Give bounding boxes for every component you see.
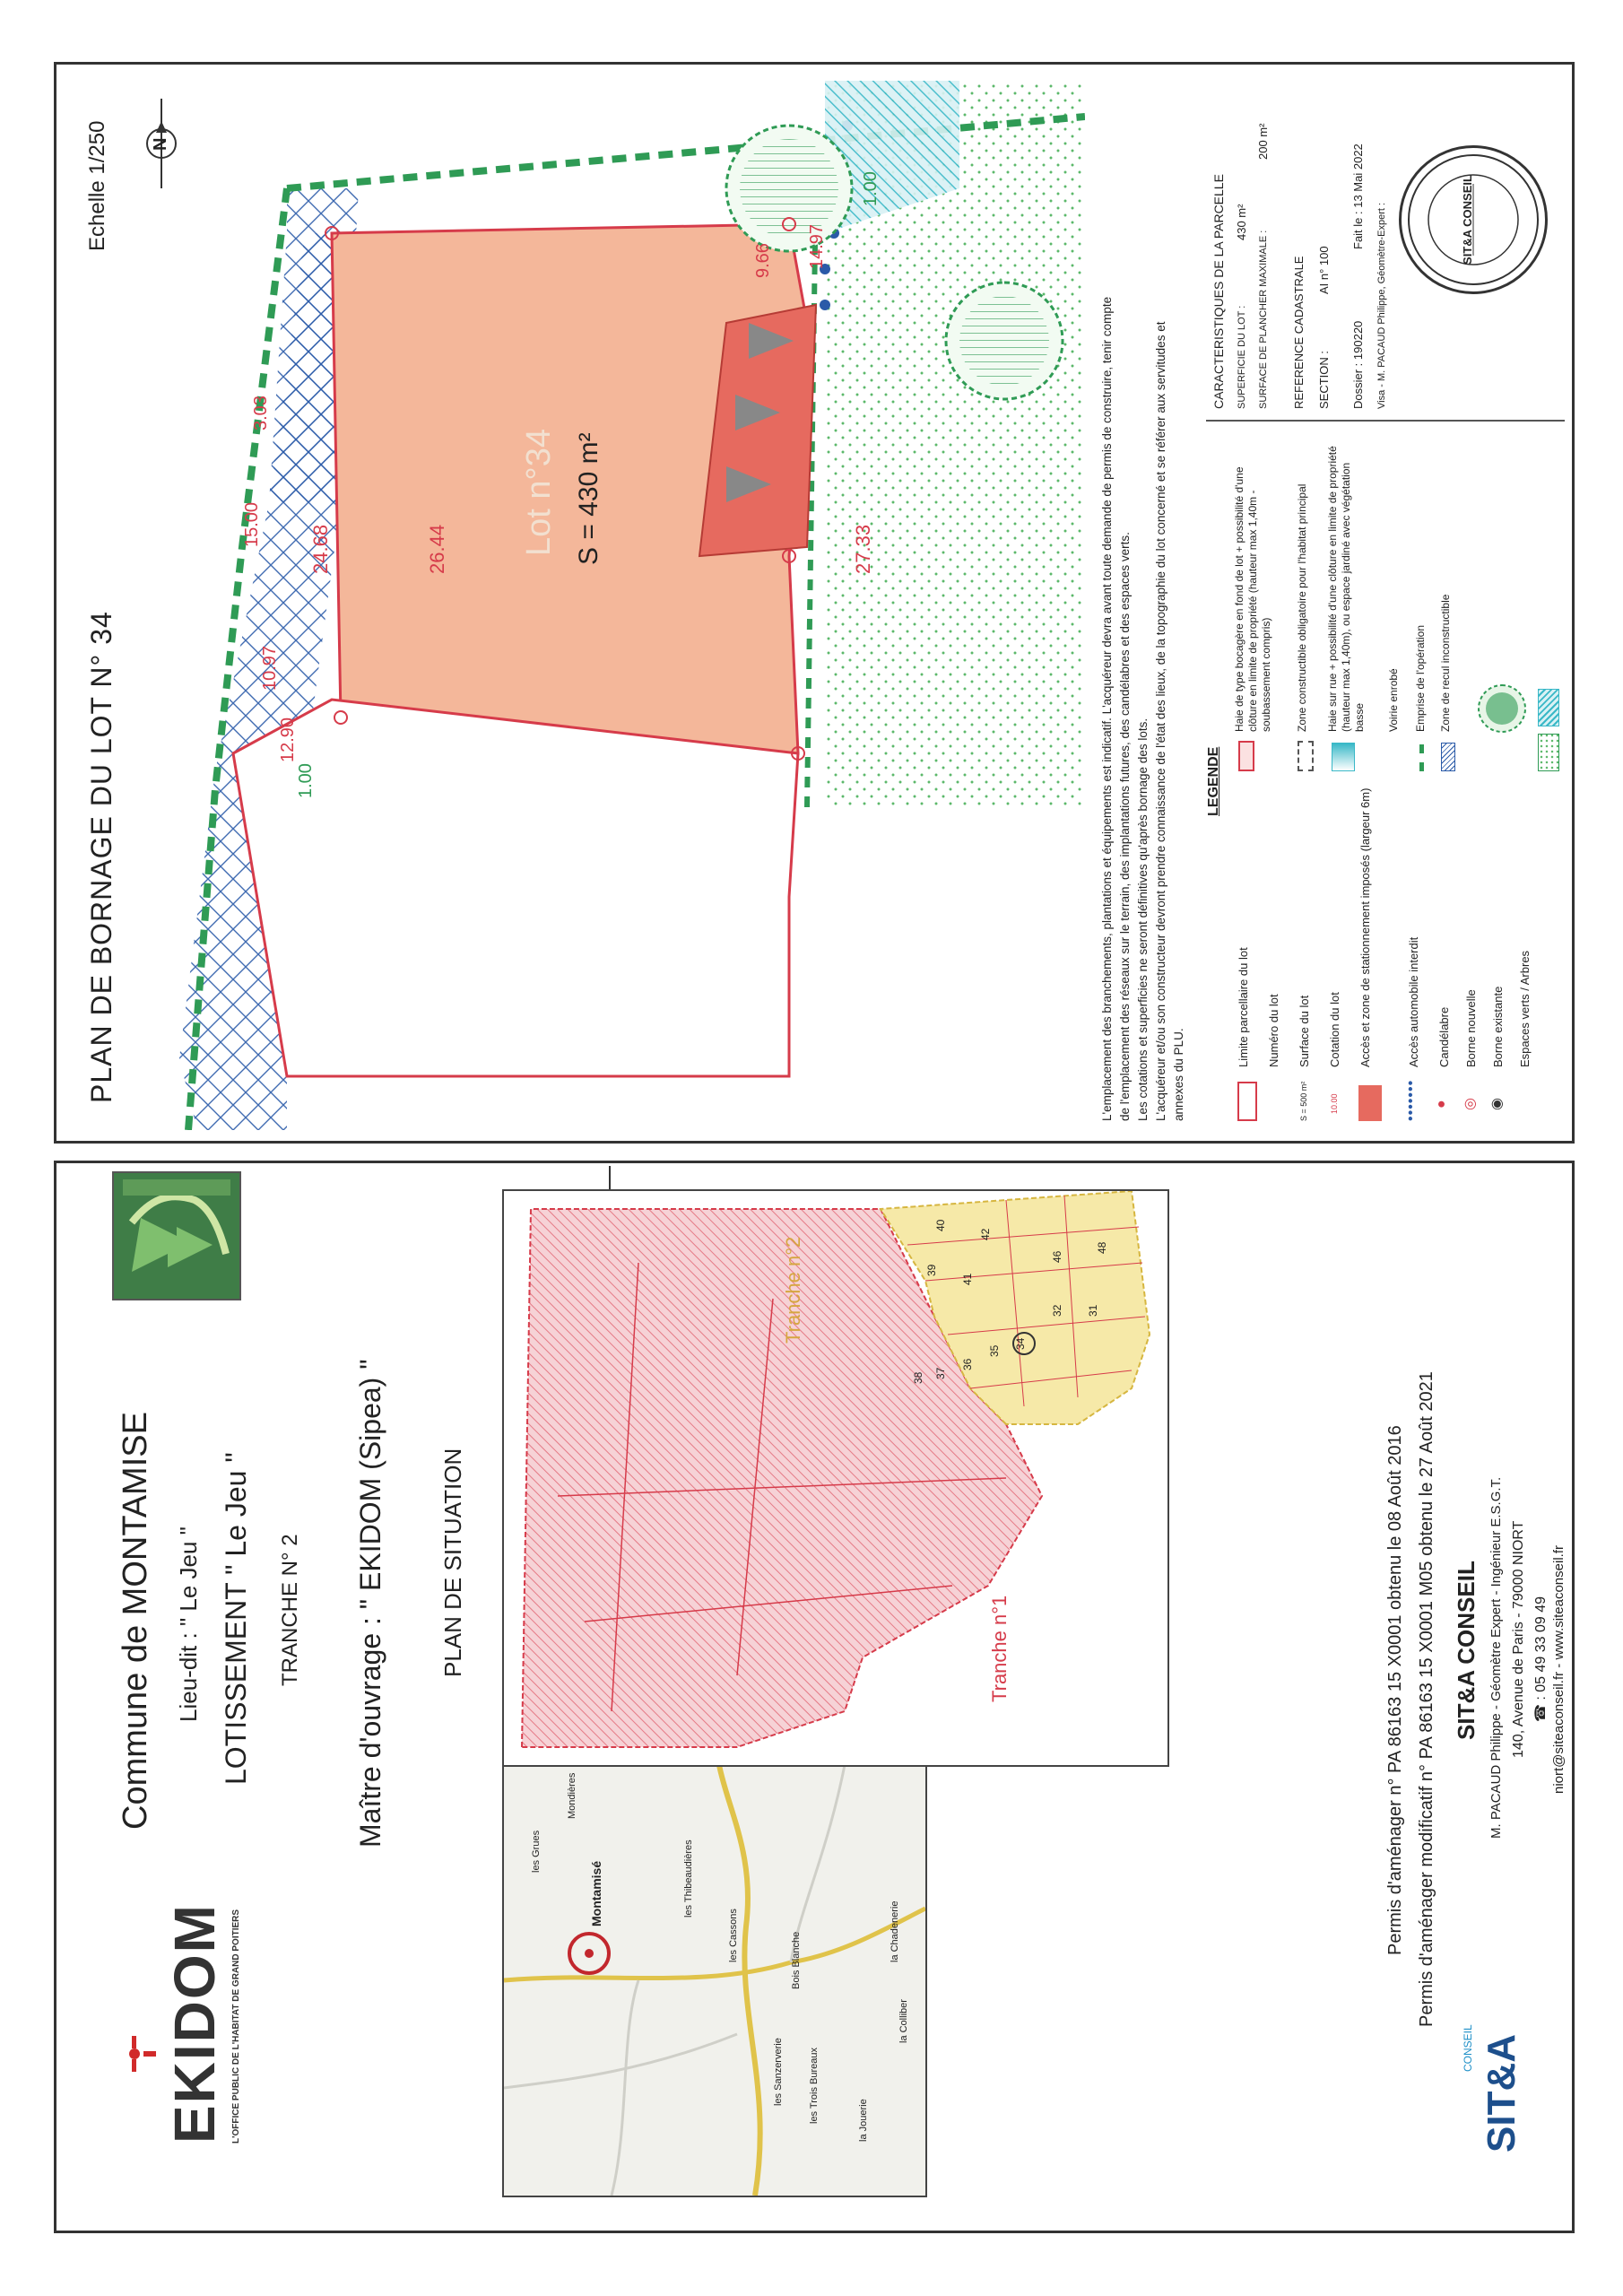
legend-swatches-row: [1538, 592, 1565, 771]
candelabre-icon: ●: [1434, 1100, 1449, 1109]
lotissement-title: LOTISSEMENT " Le Jeu ": [220, 1452, 252, 1785]
legend-label-limite: Limite parcellaire du lot: [1237, 947, 1250, 1067]
dimension-3-03: 3.03: [251, 396, 271, 430]
parcel-superficie-label: SUPERFICIE DU LOT :: [1237, 305, 1247, 409]
map-label-place7: la Chadenerie: [890, 1900, 900, 1962]
borne-existante-icon: ◉: [1489, 1098, 1505, 1110]
teal-swatch: [1538, 689, 1559, 726]
map-label-place8: la Colliber: [898, 1999, 909, 2043]
lot-number-48: 48: [1096, 1241, 1108, 1254]
commune-title: Commune de MONTAMISE: [117, 1412, 154, 1830]
legend-box: [1206, 439, 1556, 1121]
dimension-9-66: 9.66: [753, 243, 773, 278]
permis-line-1: Permis d'aménager n° PA 86163 15 X0001 obtenu le 08 Août 2016: [1385, 1425, 1405, 1955]
ekidom-brand-name: EKIDOM: [162, 1903, 227, 2144]
green-dots-swatch: [1538, 734, 1559, 771]
cadastral-plan: [108, 81, 1085, 1130]
bornage-title: PLAN DE BORNAGE DU LOT N° 34: [85, 611, 117, 1103]
sita-logo-sub: CONSEIL: [1462, 2024, 1474, 2072]
legend-label-acces-interdit: Accès automobile interdit: [1407, 936, 1420, 1067]
parcel-dossier: Dossier : 190220: [1351, 320, 1365, 409]
tree-legend-icon: [1475, 682, 1529, 735]
tranche-plan-graphic: [504, 1191, 1167, 1765]
maitre-ouvrage: Maître d'ouvrage : " EKIDOM (Sipea) ": [354, 1359, 386, 1848]
emprise-swatch: [1419, 744, 1424, 771]
legend-label-surface: Surface du lot: [1298, 995, 1311, 1067]
legend-symbol-surface: S = 500 m²: [1299, 1081, 1308, 1121]
map-label-place9: les Grues: [531, 1830, 542, 1873]
situation-plan: [502, 1189, 1169, 1767]
dimension-15-00: 15.00: [242, 501, 262, 547]
note-line-5: annexes du PLU.: [1172, 1028, 1185, 1121]
legend-label-candelabre: Candélabre: [1437, 1006, 1451, 1067]
legend-label-acces: Accès et zone de stationnement imposés (largeur 6m): [1358, 787, 1372, 1067]
parcel-plancher-value: 200 m²: [1256, 123, 1270, 160]
parcel-section-label: SECTION :: [1317, 350, 1331, 409]
legend-label-borne-nouvelle: Borne nouvelle: [1464, 989, 1478, 1067]
haie-rue-swatch: [1332, 743, 1355, 771]
note-line-3: Les cotations et superficies ne seront définitives qu'après bornage des lots.: [1136, 718, 1150, 1121]
legend-title: LEGENDE: [1206, 746, 1221, 816]
lot-number-label: Lot n°34: [520, 429, 558, 556]
lieu-dit: Lieu-dit : " Le Jeu ": [175, 1526, 202, 1722]
notes-block: [1098, 81, 1206, 1121]
parcel-ref-title: REFERENCE CADASTRALE: [1292, 256, 1306, 409]
parcel-plancher-label: SURFACE DE PLANCHER MAXIMALE :: [1258, 230, 1269, 409]
parcel-info-box: [1206, 74, 1565, 422]
map-label-place6: les Thibeaudières: [683, 1839, 694, 1918]
legend-symbol-cotation: 10.00: [1330, 1093, 1339, 1114]
lot-number-34: 34: [1014, 1337, 1027, 1350]
legend-label-espaces-verts: Espaces verts / Arbres: [1518, 950, 1532, 1067]
legend-label-numero: Numéro du lot: [1267, 994, 1280, 1067]
tree-icon: [114, 1173, 239, 1299]
blue-dots-icon: •••••••: [1403, 1079, 1419, 1121]
dimension-1-00-b: 1.00: [296, 763, 316, 798]
lot-number-39: 39: [925, 1264, 938, 1276]
tranche1-label: Tranche n°1: [988, 1595, 1011, 1702]
ekidom-tagline: L'OFFICE PUBLIC DE L'HABITAT DE GRAND POITIERS: [231, 1909, 241, 2144]
map-label-place1: la Jouerie: [858, 2099, 869, 2142]
company-line1: M. PACAUD Philippe - Géomètre Expert - Ingénieur E.S.G.T.: [1488, 1476, 1504, 1839]
parcel-fait-le: Fait le : 13 Mai 2022: [1351, 144, 1365, 249]
dimension-1-00-a: 1.00: [861, 171, 881, 206]
parcel-superficie-value: 430 m²: [1235, 204, 1248, 240]
legend-tree-symbol: [1475, 682, 1529, 735]
map-label-place4: Bois Blanche: [791, 1931, 802, 1989]
dimension-26-44: 26.44: [426, 524, 448, 574]
tranche2-label: Tranche n°2: [782, 1236, 804, 1344]
note-line-2: de l'emplacement des réseaux sur le terrain, des implantations futures, des candélabres et des espaces verts.: [1118, 532, 1132, 1121]
company-line2: 140, Avenue de Paris - 79000 NIORT: [1511, 1520, 1526, 1758]
dimension-27-33: 27.33: [852, 524, 874, 574]
dimension-14-97: 14.97: [807, 223, 827, 269]
map-label-place3: les Sanzerverie: [773, 2038, 784, 2106]
zone-constructible-swatch: [1298, 741, 1314, 771]
lotissement-tree-logo: [112, 1171, 241, 1300]
dimension-24-68: 24.68: [309, 524, 332, 574]
permis-line-2: Permis d'aménager modificatif n° PA 86163 15 X0001 M05 obtenu le 27 Août 2021: [1417, 1371, 1436, 2027]
parcel-section-value: AI n° 100: [1317, 246, 1331, 294]
legend-label-haie-bocagere: Haie de type bocagère en fond de lot + possibilité d'une clôture en limite de propriété (hauteur max 1,40m - soubassement compris): [1233, 466, 1272, 732]
legend-label-borne-existante: Borne existante: [1491, 986, 1505, 1067]
legend-label-emprise: Emprise de l'opération: [1414, 624, 1427, 732]
sita-logo-text: SIT&A: [1480, 2034, 1523, 2152]
lot-number-35: 35: [988, 1344, 1001, 1357]
borne-nouvelle-icon: ◎: [1462, 1098, 1478, 1110]
stamp-text: SIT&A CONSEIL: [1461, 175, 1474, 265]
lot-number-32: 32: [1051, 1304, 1063, 1317]
lot-number-46: 46: [1051, 1250, 1063, 1263]
note-line-4: L'acquéreur et/ou son constructeur devront prendre connaissance de l'état des lieux, de la topographie du lot concerné et se référer aux servitudes et: [1154, 321, 1167, 1121]
dimension-12-90: 12.90: [278, 717, 298, 762]
cadastral-plan-graphic: [108, 81, 1085, 1130]
note-line-1: L'emplacement des branchements, plantations et équipements est indicatif. L'acquéreur devra avant toute demande de permis de construire, tenir compte: [1100, 296, 1114, 1121]
lot-number-37: 37: [934, 1367, 947, 1379]
legend-label-haie-rue: Haie sur rue + possibilité d'une clôture en limite de propriété (hauteur max 1,40m), ou espace jardiné avec végétation basse: [1326, 446, 1366, 732]
lot-area-label: S = 430 m²: [574, 432, 603, 565]
lot-number-40: 40: [934, 1219, 947, 1231]
parcel-title: CARACTERISTIQUES DE LA PARCELLE: [1211, 174, 1226, 409]
lot-number-41: 41: [961, 1273, 974, 1285]
company-line3: ☎ : 05 49 33 09 49: [1533, 1596, 1549, 1722]
ekidom-logo: [117, 1903, 260, 2161]
lot-number-36: 36: [961, 1358, 974, 1370]
acces-swatch: [1358, 1085, 1382, 1121]
zone-recul-swatch: [1441, 743, 1455, 771]
company-line4: niort@siteaconseil.fr - www.siteaconseil.fr: [1551, 1545, 1567, 1794]
legend-label-zone-recul: Zone de recul inconstructible: [1439, 594, 1452, 732]
dimension-10-97: 10.97: [260, 645, 280, 691]
parcel-visa: Visa - M. PACAUD Philippe, Géomètre-Expert :: [1376, 202, 1387, 409]
legend-label-voirie: Voirie enrobé: [1387, 668, 1400, 732]
plan-situation-title: PLAN DE SITUATION: [439, 1448, 466, 1677]
lot-number-31: 31: [1087, 1304, 1099, 1317]
lot-number-38: 38: [912, 1371, 924, 1384]
legend-label-zone-constructible: Zone constructible obligatoire pour l'habitat principal: [1296, 483, 1308, 732]
company-name: SIT&A CONSEIL: [1453, 1561, 1480, 1740]
sita-logo: [1453, 2009, 1551, 2152]
map-label-town: Montamisé: [589, 1860, 603, 1926]
geometre-stamp: [1399, 145, 1548, 294]
legend-label-cotation: Cotation du lot: [1328, 992, 1341, 1067]
map-label-place5: les Cassons: [728, 1909, 739, 1962]
map-label-place2: les Trois Bureaux: [809, 2048, 820, 2124]
tranche-label: TRANCHE N° 2: [278, 1534, 302, 1686]
north-label-right: N: [151, 137, 170, 151]
map-label-place10: Mondières: [567, 1772, 577, 1819]
lot-number-42: 42: [979, 1228, 992, 1240]
situation-road-map: [502, 1763, 927, 2197]
scale-label: Echelle 1/250: [85, 120, 109, 251]
limite-parcellaire-swatch: [1237, 1082, 1257, 1121]
haie-bocagere-swatch: [1238, 741, 1254, 771]
